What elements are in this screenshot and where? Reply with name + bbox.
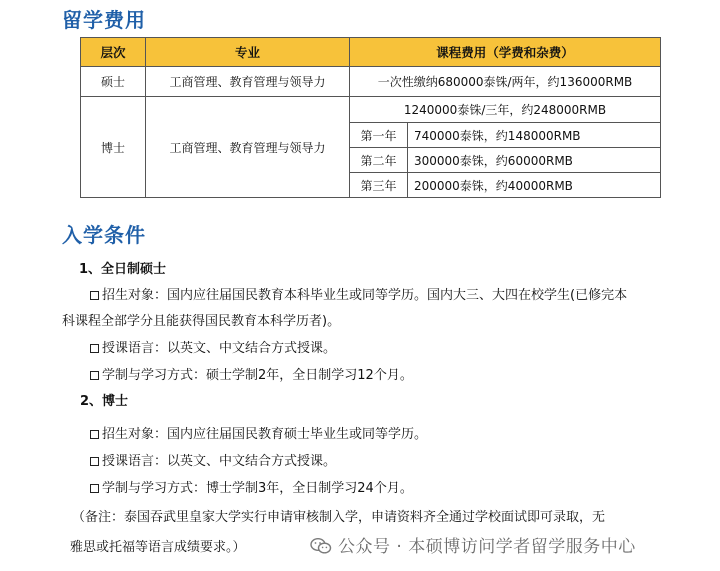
doctor-total-cell: 1240000泰铢/三年，约248000RMB [350,97,661,123]
note-line-2: 雅思或托福等语言成绩要求。） [70,540,246,555]
header-fee: 课程费用（学费和杂费） [350,38,661,67]
master-heading: 1、全日制硕士 [79,262,167,277]
checkbox-bullet-icon [90,344,99,353]
doctor-year1-label: 第一年 [350,123,408,148]
master-item-enrollment-text: 招生对象：国内应往届国民教育本科毕业生或同等学历。国内大三、大四在校学生(已修完本 [102,288,628,303]
table-row-master [81,67,661,97]
checkbox-bullet-icon [90,430,99,439]
doctor-item-language [90,454,336,470]
master-major-cell: 工商管理、教育管理与领导力 [146,67,350,97]
master-item-duration [90,368,413,384]
doctor-year1-fee: 740000泰铢，约148000RMB [408,123,661,148]
master-item-enrollment [90,288,627,304]
watermark [310,532,636,557]
admission-section-title: 入学条件 [62,223,146,247]
checkbox-bullet-icon [90,457,99,466]
doctor-item-language-text: 授课语言：以英文、中文结合方式授课。 [102,454,337,469]
checkbox-bullet-icon [90,371,99,380]
checkbox-bullet-icon [90,291,99,300]
master-level-cell: 硕士 [81,67,146,97]
note-line-1: （备注：泰国吞武里皇家大学实行申请审核制入学，申请资料齐全通过学校面试即可录取，无 [72,510,606,525]
doctor-item-duration-text: 学制与学习方式：博士学制3年，全日制学习24个月。 [102,481,413,496]
fees-table [80,37,661,198]
master-item-enrollment-cont: 科课程全部学分且能获得国民教育本科学历者)。 [62,314,341,329]
doctor-year3-fee: 200000泰铢，约40000RMB [408,173,661,198]
master-item-language-text: 授课语言：以英文、中文结合方式授课。 [102,341,337,356]
doctor-level-cell: 博士 [81,97,146,198]
fees-section-title: 留学费用 [62,8,146,32]
doctor-year2-label: 第二年 [350,148,408,173]
master-item-language [90,341,336,357]
table-row-doctor-total [81,97,661,123]
wechat-icon [310,537,332,555]
doctor-heading: 2、博士 [80,394,129,409]
header-major: 专业 [146,38,350,67]
doctor-item-enrollment [90,427,427,443]
master-item-duration-text: 学制与学习方式：硕士学制2年，全日制学习12个月。 [102,368,413,383]
header-level: 层次 [81,38,146,67]
table-header-row [81,38,661,67]
doctor-major-cell: 工商管理、教育管理与领导力 [146,97,350,198]
doctor-year2-fee: 300000泰铢，约60000RMB [408,148,661,173]
checkbox-bullet-icon [90,484,99,493]
master-fee-cell: 一次性缴纳680000泰铢/两年，约136000RMB [350,67,661,97]
watermark-text: 公众号 · 本硕博访问学者留学服务中心 [338,537,636,557]
doctor-year3-label: 第三年 [350,173,408,198]
doctor-item-duration [90,481,413,497]
doctor-item-enrollment-text: 招生对象：国内应往届国民教育硕士毕业生或同等学历。 [102,427,428,442]
